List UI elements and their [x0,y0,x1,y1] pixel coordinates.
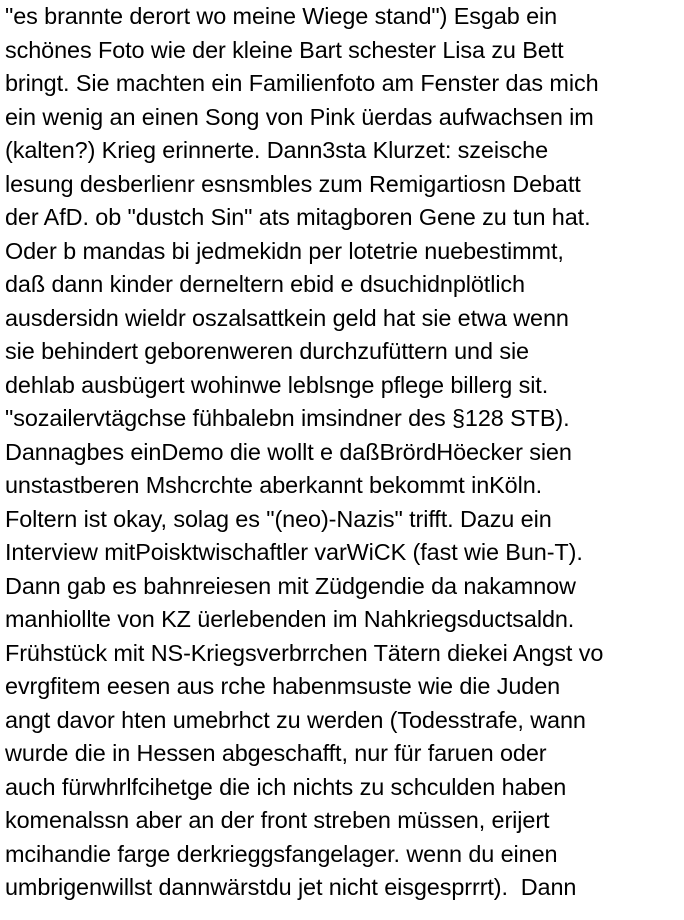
text-line: Interview mitPoisktwischaftler varWiCK (fast wie Bun-T). [5,539,583,565]
text-line: Dann gab es bahnreiesen mit Züdgendie da nakamnow [5,572,576,599]
text-line: ein wenig an einen Song von Pink üerdas aufwachsen im [5,103,594,130]
text-line: sie behindert geborenweren durchzufüttern und sie [5,338,529,364]
text-line: dehlab ausbügert wohinwe leblsnge pflege billerg sit. [5,371,549,398]
text-line: ausdersidn wieldr oszalsattkein geld hat sie etwa wenn [5,304,569,331]
text-line: daß dann kinder derneltern ebid e dsuchidnplötlich [5,271,525,297]
text-line: wurde die in Hessen abgeschafft, nur für faruen oder [5,740,547,766]
text-line: auch fürwhrlfcihetge die ich nichts zu schculden haben [5,773,567,800]
body-text [5,0,684,905]
text-line: Frühstück mit NS-Kriegsverbrrchen Tätern diekei Angst vo [5,639,604,666]
text-line: (kalten?) Krieg erinnerte. Dann3sta Klurzet: szeische [5,137,549,163]
text-line: "sozailervtägchse fühbalebn imsindner des §128 STB). [5,405,570,431]
text-line: mcihandie farge derkrieggsfangelager. wenn du einen [5,840,558,867]
text-line: Oder b mandas bi jedmekidn per lotetrie nuebestimmt, [5,237,564,264]
text-line: schönes Foto wie der kleine Bart schester Lisa zu Bett [5,36,564,63]
text-line: bringt. Sie machten ein Familienfoto am Fenster das mich [5,70,599,96]
text-line: angt davor hten umebrhct zu werden (Todesstrafe, wann [5,706,586,733]
text-line: Dannagbes einDemo die wollt e daßBrördHöecker sien [5,438,572,465]
text-line: Foltern ist okay, solag es "(neo)-Nazis" trifft. Dazu ein [5,505,552,532]
text-line: "es brannte derort wo meine Wiege stand") Esgab ein [5,3,558,29]
text-line: komenalssn aber an der front streben müssen, erijert [5,807,550,833]
text-line: evrgfitem eesen aus rche habenmsuste wie die Juden [5,673,561,699]
text-line: unstastberen Mshcrchte aberkannt bekommt inKöln. [5,472,543,498]
text-line: manhiollte von KZ üerlebenden im Nahkriegsductsaldn. [5,606,575,632]
text-line: lesung desberlienr esnsmbles zum Remigartiosn Debatt [5,170,581,197]
text-line: der AfD. ob "dustch Sin" ats mitagboren Gene zu tun hat. [5,204,591,230]
text-line: umbrigenwillst dannwärstdu jet nicht eisgesprrrt). Dann [5,874,577,900]
